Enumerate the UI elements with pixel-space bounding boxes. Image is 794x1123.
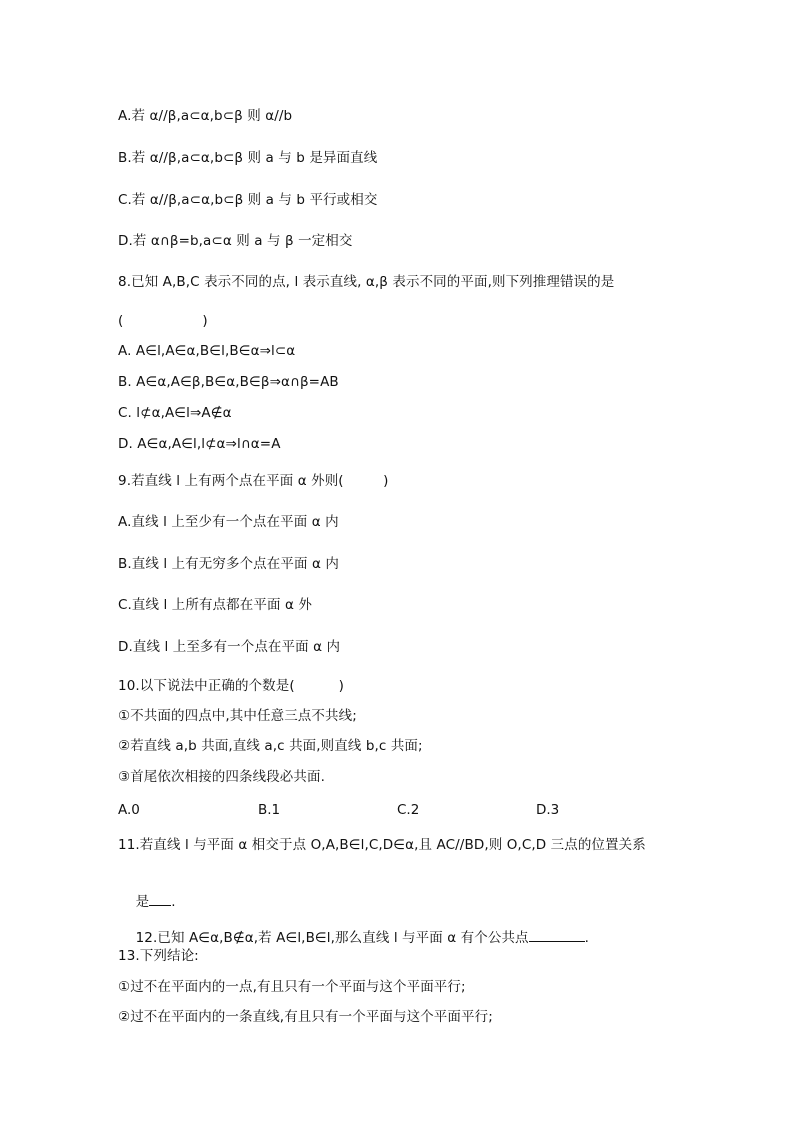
q10-choice-b: B.1 bbox=[258, 802, 281, 818]
q9-option-b: B.直线 l 上有无穷多个点在平面 α 内 bbox=[118, 556, 339, 572]
q10-choice-c: C.2 bbox=[397, 802, 420, 818]
q9-option-a: A.直线 l 上至少有一个点在平面 α 内 bbox=[118, 514, 339, 530]
q11-answer-prefix: 是 bbox=[135, 894, 150, 910]
q12-answer-blank[interactable] bbox=[529, 927, 585, 942]
q10-choice-a: A.0 bbox=[118, 802, 140, 818]
q8-paren: ( ) bbox=[118, 313, 208, 329]
q8-option-b: B. A∈α,A∈β,B∈α,B∈β⇒α∩β=AB bbox=[118, 374, 339, 390]
q11-answer-blank[interactable] bbox=[149, 891, 171, 906]
q10-choice-d: D.3 bbox=[536, 802, 560, 818]
q10-statement-2: ②若直线 a,b 共面,直线 a,c 共面,则直线 b,c 共面; bbox=[118, 738, 423, 754]
q7-option-a: A.若 α//β,a⊂α,b⊂β 则 α//b bbox=[118, 108, 293, 124]
q8-option-a: A. A∈l,A∈α,B∈l,B∈α⇒l⊂α bbox=[118, 343, 296, 359]
q8-option-d: D. A∈α,A∈l,l⊄α⇒l∩α=A bbox=[118, 436, 281, 452]
q10-statement-1: ①不共面的四点中,其中任意三点不共线; bbox=[118, 708, 357, 724]
q7-option-b: B.若 α//β,a⊂α,b⊂β 则 a 与 b 是异面直线 bbox=[118, 150, 378, 166]
q9-option-c: C.直线 l 上所有点都在平面 α 外 bbox=[118, 597, 312, 613]
q8-option-c: C. l⊄α,A∈l⇒A∉α bbox=[118, 405, 232, 421]
q12-end-period: . bbox=[584, 930, 590, 946]
q9-stem: 9.若直线 l 上有两个点在平面 α 外则( ) bbox=[118, 473, 389, 489]
q7-option-c: C.若 α//β,a⊂α,b⊂β 则 a 与 b 平行或相交 bbox=[118, 192, 378, 208]
q12-stem: 12.已知 A∈α,B∉α,若 A∈l,B∈l,那么直线 l 与平面 α 有个公共点 bbox=[135, 930, 529, 946]
q13-stem: 13.下列结论: bbox=[118, 948, 199, 964]
q9-option-d: D.直线 l 上至多有一个点在平面 α 内 bbox=[118, 639, 341, 655]
q8-stem: 8.已知 A,B,C 表示不同的点, l 表示直线, α,β 表示不同的平面,则下列推理错误的是 bbox=[118, 274, 615, 290]
q11-stem: 11.若直线 l 与平面 α 相交于点 O,A,B∈l,C,D∈α,且 AC//BD,则 O,C,D 三点的位置关系 bbox=[118, 837, 646, 853]
q10-stem: 10.以下说法中正确的个数是( ) bbox=[118, 678, 345, 694]
q10-statement-3: ③首尾依次相接的四条线段必共面. bbox=[118, 769, 325, 785]
q13-statement-2: ②过不在平面内的一条直线,有且只有一个平面与这个平面平行; bbox=[118, 1009, 493, 1025]
q7-option-d: D.若 α∩β=b,a⊂α 则 a 与 β 一定相交 bbox=[118, 233, 353, 249]
q11-end-period: . bbox=[171, 894, 176, 910]
q13-statement-1: ①过不在平面内的一点,有且只有一个平面与这个平面平行; bbox=[118, 979, 466, 995]
